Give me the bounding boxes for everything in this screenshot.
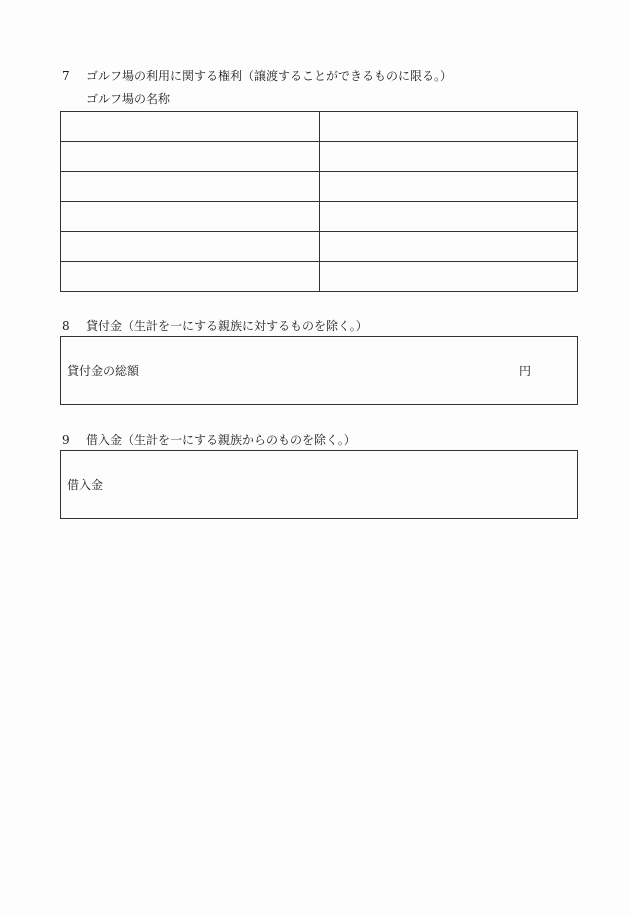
section-9-number: 9 (62, 433, 70, 447)
section-7-heading (62, 69, 452, 83)
borrowings-box[interactable] (60, 450, 578, 519)
table-row (61, 142, 578, 172)
table-cell[interactable] (320, 172, 578, 202)
table-row (61, 112, 578, 142)
section-9-heading (62, 433, 356, 447)
table-row (61, 172, 578, 202)
table-cell[interactable] (320, 232, 578, 262)
table-cell[interactable] (320, 262, 578, 292)
loan-receivable-total-label: 貸付金の総額 (67, 364, 140, 378)
table-cell[interactable] (320, 142, 578, 172)
table-row (61, 202, 578, 232)
section-8-number: 8 (62, 319, 70, 333)
table-cell[interactable] (320, 112, 578, 142)
borrowings-label: 借入金 (67, 478, 104, 492)
table-cell[interactable] (61, 172, 320, 202)
loan-receivable-box[interactable] (60, 336, 578, 405)
section-9-title: 借入金（生計を一にする親族からのものを除く。） (86, 433, 356, 447)
table-cell[interactable] (61, 262, 320, 292)
yen-unit: 円 (519, 364, 532, 378)
section-8-title: 貸付金（生計を一にする親族に対するものを除く。） (86, 319, 368, 333)
table-cell[interactable] (61, 112, 320, 142)
table-row (61, 232, 578, 262)
golf-course-name-label: ゴルフ場の名称 (86, 92, 171, 106)
table-cell[interactable] (320, 202, 578, 232)
table-row (61, 262, 578, 292)
section-7-title: ゴルフ場の利用に関する権利（譲渡することができるものに限る。） (86, 69, 453, 83)
table-cell[interactable] (61, 142, 320, 172)
table-cell[interactable] (61, 232, 320, 262)
section-8-heading (62, 319, 368, 333)
golf-course-table (60, 111, 578, 292)
table-cell[interactable] (61, 202, 320, 232)
section-7-number: 7 (62, 69, 70, 83)
